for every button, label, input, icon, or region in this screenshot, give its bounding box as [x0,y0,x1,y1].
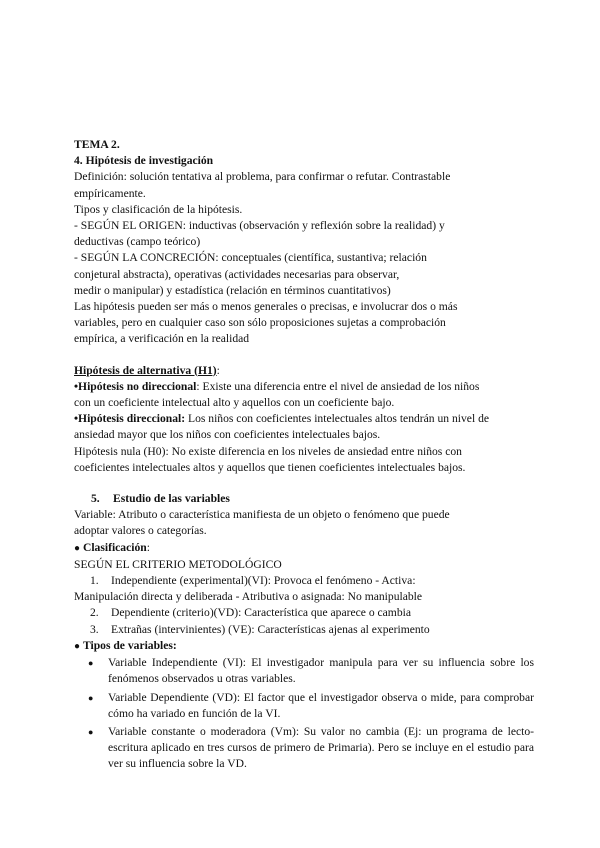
bullet-icon: ● [88,692,94,703]
bullet-icon: ● [88,658,94,669]
section-5-number: 5. [91,492,100,506]
list-item-cont: Manipulación directa y deliberada - Atributiva o asignada: No manipulable [74,590,423,604]
bullet-icon: ● [74,542,81,554]
bullet-item [74,655,534,687]
directional-text: Los niños con coeficientes intelectuales altos tendrán un nivel de [185,412,490,426]
clasificacion-heading [74,540,534,557]
list-item [74,573,534,589]
directional-label: •Hipótesis direccional: [74,412,186,426]
list-text: Independiente (experimental)(VI): Provoca el fenómeno - Activa: [111,574,416,588]
alt-hypothesis-title: Hipótesis de alternativa (H1) [74,363,217,377]
tema-title: TEMA 2. [74,138,120,151]
list-number: 3. [90,622,99,636]
list-text: Dependiente (criterio)(VD): Característica que aparece o cambia [111,606,411,620]
nondirectional-line [74,379,534,395]
nondirectional-label: •Hipótesis no direccional [74,379,197,393]
intro-line: conjetural abstracta), operativas (actividades necesarias para observar, [74,267,400,281]
intro-line: empírica, a verificación en la realidad [74,332,250,346]
list-item [74,605,534,621]
bullet-text: Variable constante o moderadora (Vm): Su valor no cambia (Ej: un programa de lecto-escritura aplicado en tres cursos de primero de Primaria). Pero se incluye en el estudio para ver su influencia sobre la VD. [108,724,534,771]
spacer [74,348,534,363]
alt-hypothesis-colon: : [216,363,220,377]
bullet-item [74,690,534,722]
alt-hypothesis-heading [74,363,534,379]
nondirectional-text: : Existe una diferencia entre el nivel de ansiedad de los niños [196,379,480,393]
bullet-text: Variable Independiente (VI): El investigador manipula para ver su influencia sobre los fenómenos observados u otras variables. [108,656,534,686]
section-5-heading [74,491,534,507]
bullet-icon: ● [74,640,81,652]
list-item [74,622,534,638]
intro-line: variables, pero en cualquier caso son sólo proposiciones sujetas a comprobación [74,316,446,330]
directional-line [74,411,534,427]
clasificacion-colon: : [146,540,150,554]
section-4-title: 4. Hipótesis de investigación [74,154,214,168]
spacer [74,476,534,491]
intro-line: medir o manipular) y estadística (relación en términos cuantitativos) [74,283,391,297]
nondirectional-cont: con un coeficiente intelectual alto y aquellos con un coeficiente bajo. [74,396,395,410]
intro-line: - SEGÚN EL ORIGEN: inductivas (observación y reflexión sobre la realidad) y [74,219,445,233]
clasificacion-label: Clasificación [82,540,147,554]
null-hypothesis-cont: coeficientes intelectuales altos y aquellos que tienen coeficientes intelectuales bajos. [74,460,466,474]
tipos-label: Tipos de variables: [82,638,177,652]
intro-line: deductivas (campo teórico) [74,235,201,249]
bullet-icon: ● [88,726,94,737]
list-text: Extrañas (intervinientes) (VE): Características ajenas al experimento [111,622,430,636]
list-number: 1. [90,574,99,588]
document-body [74,137,534,775]
bullet-text: Variable Dependiente (VD): El factor que el investigador observa o mide, para comprobar cómo ha variado en función de la VI. [108,690,534,720]
variable-definition-cont: adoptar valores o categorías. [74,524,207,538]
intro-line: empíricamente. [74,186,146,200]
directional-cont: ansiedad mayor que los niños con coeficientes intelectuales bajos. [74,428,381,442]
intro-line: Las hipótesis pueden ser más o menos generales o precisas, e involucrar dos o más [74,300,458,314]
intro-line: Definición: solución tentativa al problema, para confirmar o refutar. Contrastable [74,170,451,184]
variable-definition: Variable: Atributo o característica manifiesta de un objeto o fenómeno que puede [74,508,450,522]
intro-line: Tipos y clasificación de la hipótesis. [74,202,243,216]
intro-line: - SEGÚN LA CONCRECIÓN: conceptuales (científica, sustantiva; relación [74,251,427,265]
section-5-title: Estudio de las variables [113,492,230,506]
null-hypothesis-line: Hipótesis nula (H0): No existe diferencia en los niveles de ansiedad entre niños con [74,444,462,458]
criterio-heading: SEGÚN EL CRITERIO METODOLÓGICO [74,557,282,571]
tipos-heading [74,638,534,655]
list-number: 2. [90,606,99,620]
bullet-item [74,724,534,773]
